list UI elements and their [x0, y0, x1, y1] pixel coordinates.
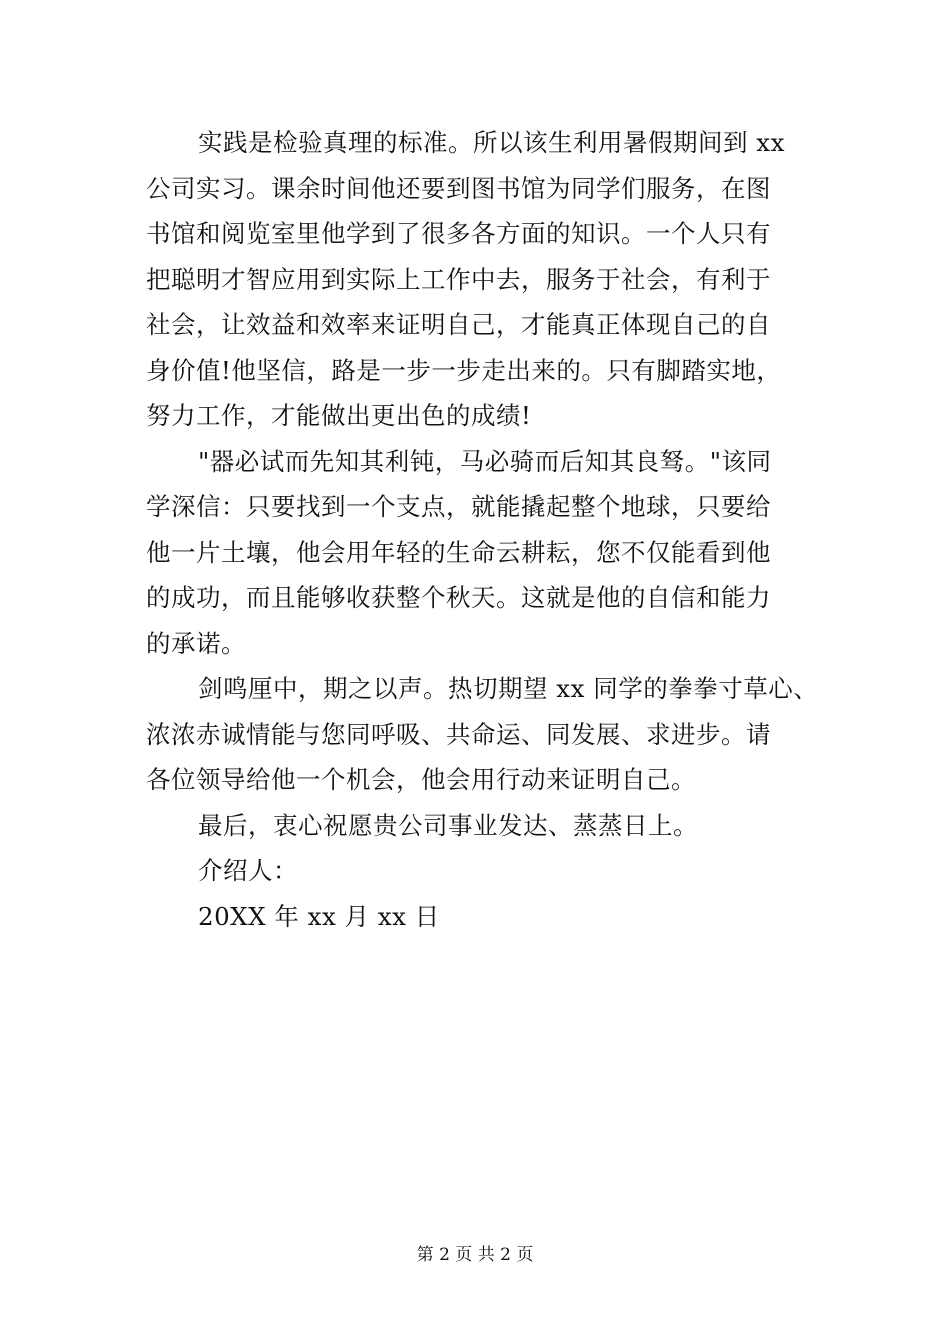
page-number-footer: 第 2 页 共 2 页	[416, 1245, 534, 1265]
document-body	[146, 120, 826, 939]
date-line: 20XX 年 xx 月 xx 日	[198, 901, 440, 931]
paragraph-1-line-3: 书馆和阅览室里他学到了很多各方面的知识。一个人只有	[146, 219, 771, 248]
paragraph-2-line-4: 的成功，而且能够收获整个秋天。这就是他的自信和能力	[146, 583, 771, 612]
closing-wish: 最后，衷心祝愿贵公司事业发达、蒸蒸日上。	[198, 810, 698, 840]
paragraph-1-line-6: 身价值!他坚信，路是一步一步走出来的。只有脚踏实地，	[146, 355, 782, 385]
paragraph-1-line-2: 公司实习。课余时间他还要到图书馆为同学们服务，在图	[146, 173, 771, 203]
paragraph-3-line-2: 浓浓赤诚情能与您同呼吸、共命运、同发展、求进步。请	[146, 719, 771, 749]
paragraph-2-line-2: 学深信：只要找到一个支点，就能撬起整个地球，只要给	[146, 492, 771, 521]
paragraph-1-line-7: 努力工作，才能做出更出色的成绩!	[146, 401, 532, 430]
paragraph-1-line-1: 实践是检验真理的标准。所以该生利用暑假期间到 xx	[198, 128, 785, 157]
introducer-label: 介绍人：	[198, 856, 298, 885]
paragraph-2-line-3: 他一片土壤，他会用年轻的生命云耕耘，您不仅能看到他	[146, 537, 771, 567]
paragraph-1-line-4: 把聪明才智应用到实际上工作中去，服务于社会，有利于	[146, 264, 771, 294]
paragraph-2-line-1: "器必试而先知其利钝，马必骑而后知其良驽。"该同	[198, 446, 772, 476]
paragraph-3-line-3: 各位领导给他一个机会，他会用行动来证明自己。	[146, 765, 696, 794]
paragraph-3-line-1: 剑鸣厘中，期之以声。热切期望 xx 同学的拳拳寸草心、	[198, 674, 819, 703]
paragraph-2-line-5: 的承诺。	[146, 628, 246, 658]
paragraph-1-line-5: 社会，让效益和效率来证明自己，才能真正体现自己的自	[146, 310, 771, 339]
